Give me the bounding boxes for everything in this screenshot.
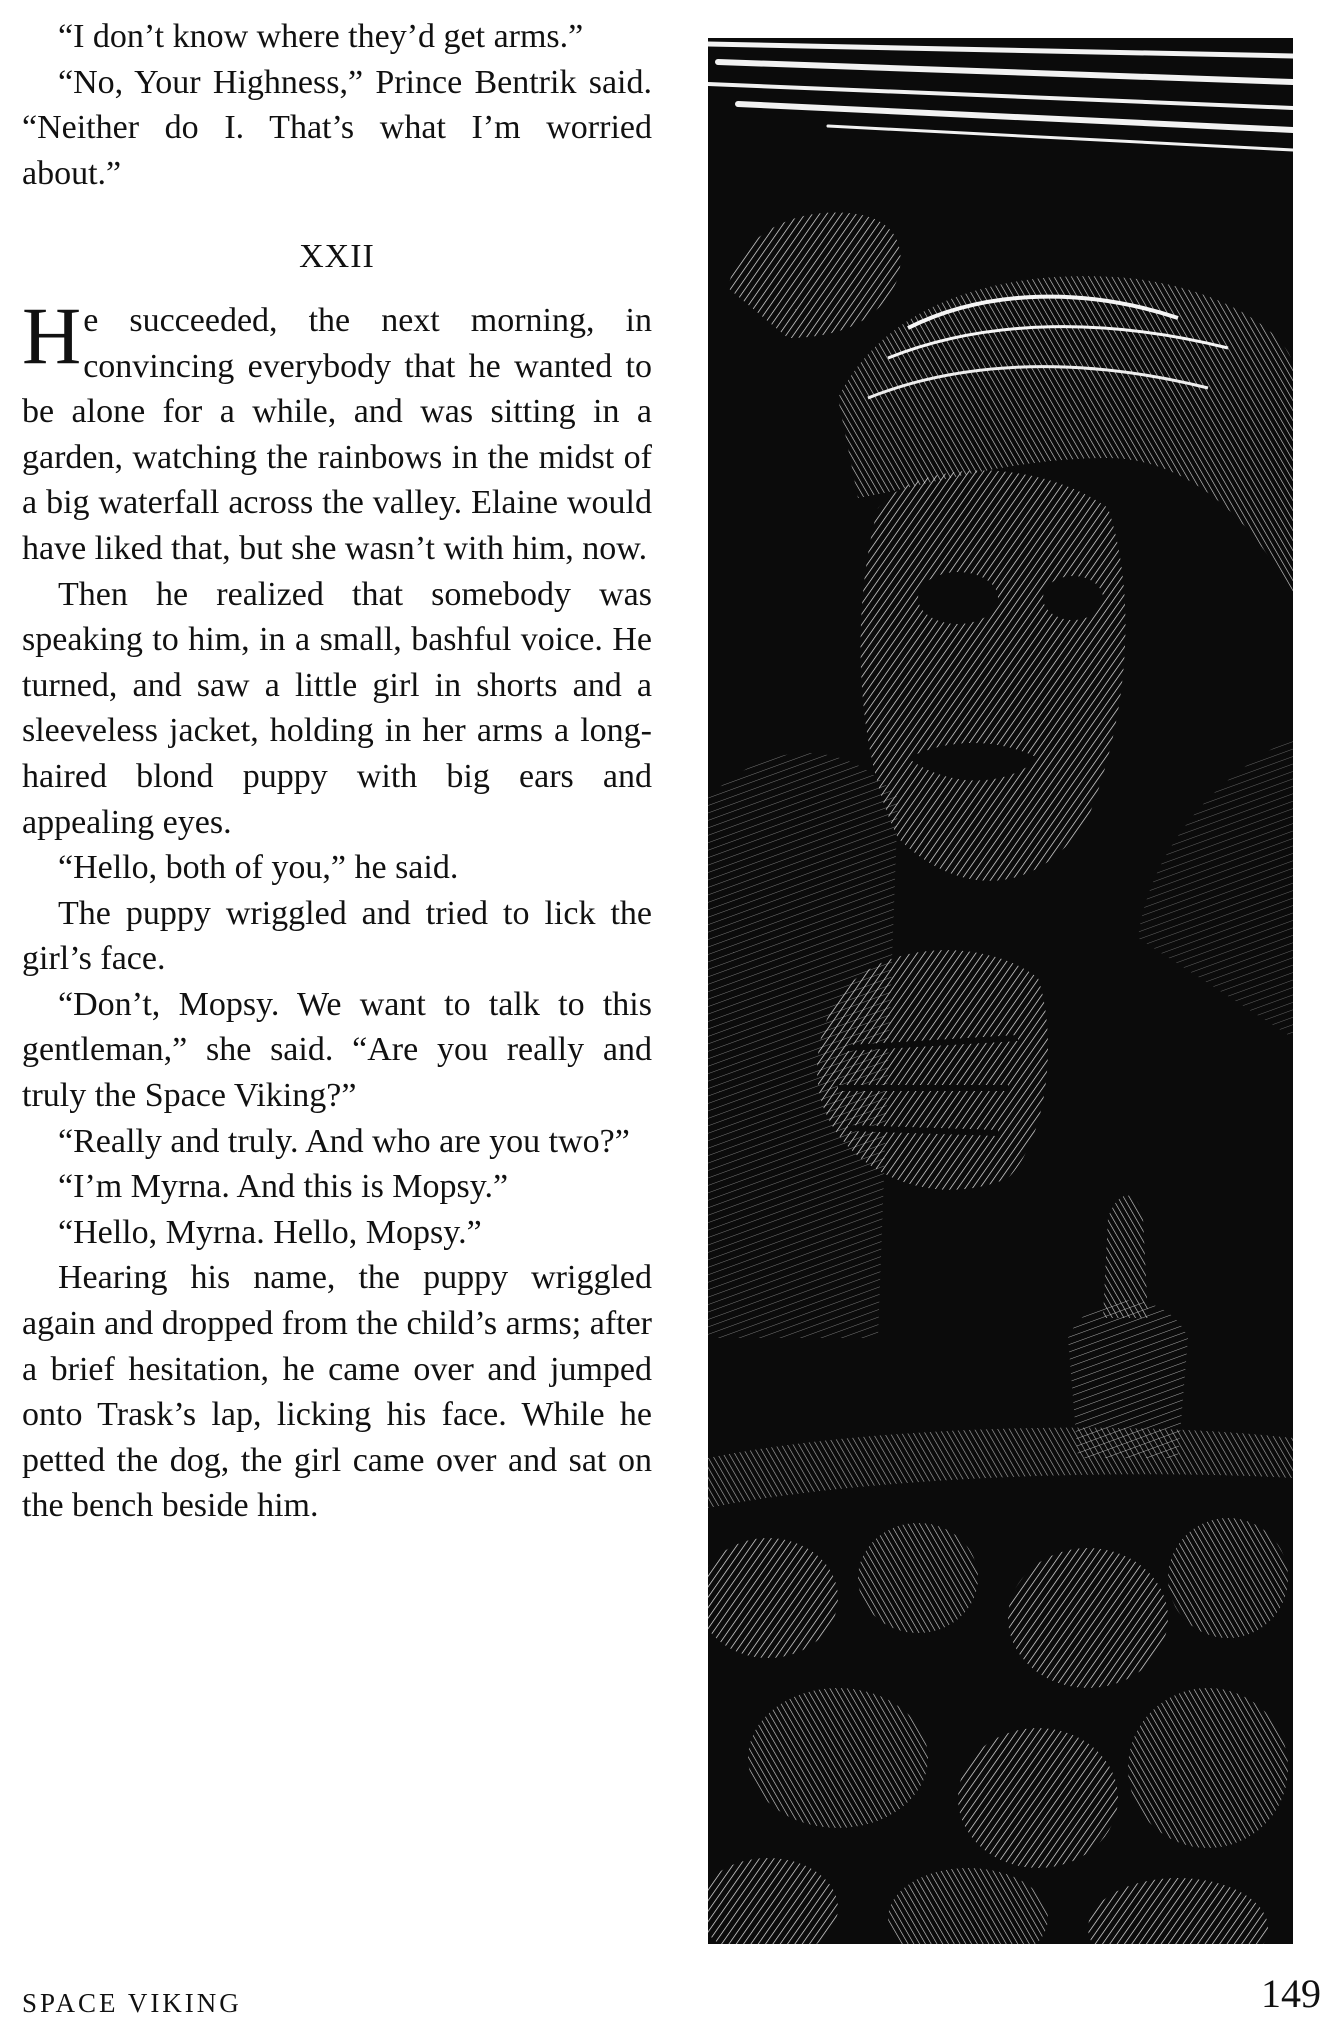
pen-ink-portrait-illustration [708, 38, 1293, 1944]
paragraph: “Hello, both of you,” he said. [58, 849, 459, 887]
paragraph: “Really and truly. And who are you two?” [58, 1122, 630, 1160]
face [861, 471, 1126, 881]
chapter-heading: XXII [299, 238, 375, 276]
text-column [22, 14, 652, 1529]
small-figure [1103, 1196, 1148, 1319]
paragraph: Then he realized that somebody was speaking to him, in a small, bashful voice. He turned, and saw a little girl in shorts and a sleeveless jacket, holding in her arms a long-haired blond puppy with big ears and appealing eyes. [22, 575, 652, 841]
chapter-opening-text: e succeeded, the next morning, in convincing everybody that he wanted to be alone for a while, and was sitting in a garden, watching the rainbows in the midst of a big waterfall across the valley. Elaine would have liked that, but she wasn’t with him, now. [22, 301, 652, 567]
running-footer-title: SPACE VIKING [22, 1988, 242, 2018]
paragraph: The puppy wriggled and tried to lick the girl’s face. [22, 894, 652, 978]
paragraph: “I don’t know where they’d get arms.” [58, 18, 584, 55]
paragraph: Hearing his name, the puppy wriggled again and dropped from the child’s arms; after a brief hesitation, he came over and jumped onto Trask’s lap, licking his face. While he petted the dog, the girl came over and sat on the bench beside him. [22, 1259, 652, 1525]
illustration-figure [708, 38, 1293, 1944]
paragraph: “I’m Myrna. And this is Mopsy.” [58, 1168, 509, 1206]
page-number: 149 [1261, 1971, 1321, 2016]
chapter-opening-paragraph [22, 289, 652, 572]
paragraph: “No, Your Highness,” Prince Bentrik said. “Neither do I. That’s what I’m worried about.” [22, 63, 652, 192]
paragraph: “Don’t, Mopsy. We want to talk to this gentleman,” she said. “Are you really and truly the Space Viking?” [22, 985, 652, 1115]
paragraph: “Hello, Myrna. Hello, Mopsy.” [58, 1213, 482, 1251]
drop-cap: H [22, 289, 82, 381]
